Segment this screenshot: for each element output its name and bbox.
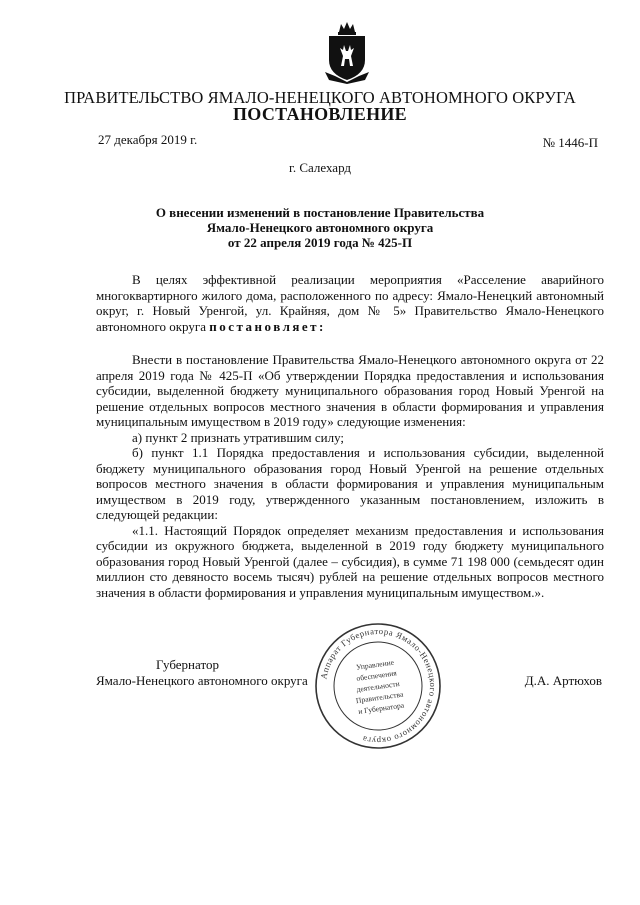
main-paragraph: Внести в постановление Правительства Ямало-Ненецкого автономного округа от 22 апреля 2019 года № 425-П «Об утверждении Порядка предоставления и использования субсидии, выделенной бюджету муниципального образования город Новый Уренгой на решение отдельных вопросов местного значения в области формирования и управления муниципальным имуществом в 2019 году» следующие изменения: (96, 352, 604, 429)
svg-text:Правительства: Правительства (355, 689, 404, 706)
subject-line-1: О внесении изменений в постановление Правительства (155, 205, 485, 220)
document-subject (0, 205, 640, 250)
role-line-2: Ямало-Ненецкого автономного округа (96, 673, 308, 688)
svg-text:деятельности: деятельности (355, 679, 401, 694)
item-quote: «1.1. Настоящий Порядок определяет механизм предоставления и использования субсидии из окружного бюджета, выделенной в 2019 году бюджету муниципального образования город Новый Уренгой (далее – субсидия), в сумме 71 198 000 (семьдесят один миллион сто девяносто восемь тысяч) рублей на решение отдельных вопросов местного значения в области формирования и управления муниципальным имуществом.». (96, 522, 604, 600)
coat-of-arms-icon (321, 22, 373, 84)
document-type: ПОСТАНОВЛЕНИЕ (233, 104, 407, 124)
subject-line-3: от 22 апреля 2019 года № 425-П (227, 235, 413, 250)
svg-text:Управление: Управление (355, 657, 395, 672)
item-a: а) пункт 2 признать утратившим силу; (132, 429, 345, 445)
official-stamp (312, 620, 444, 752)
main-text-block (96, 352, 604, 600)
document-number: № 1446-П (542, 135, 598, 150)
role-line-1: Губернатор (156, 657, 219, 672)
subject-line-2: Ямало-Ненецкого автономного округа (206, 220, 434, 235)
government-title: ПРАВИТЕЛЬСТВО ЯМАЛО-НЕНЕЦКОГО АВТОНОМНОГО ОКРУГА (64, 88, 576, 107)
signatory-name: Д.А. Артюхов (524, 673, 602, 688)
document-date: 27 декабря 2019 г. (98, 132, 198, 147)
signature-role (96, 657, 308, 689)
svg-text:Аппарат Губернатора Ямало-Нене: Аппарат Губернатора Ямало-Ненецкого автономного округа (318, 625, 439, 747)
preamble-paragraph (96, 272, 604, 334)
svg-text:и Губернатора: и Губернатора (357, 700, 405, 716)
decree-word: постановляет: (209, 318, 326, 334)
item-b: б) пункт 1.1 Порядка предоставления и использования субсидии, выделенной бюджету муниципального образования город Новый Уренгой на решение отдельных вопросов местного значения в области формирования и управления муниципальным имуществом в 2019 году, утвержденного указанным постановлением, изложить в следующей редакции: (96, 445, 604, 522)
document-city: г. Салехард (288, 160, 352, 175)
preamble-text: В целях эффективной реализации мероприятия «Расселение аварийного многоквартирного жилого дома, расположенного по адресу: Ямало-Ненецкий автономный округ, г. Новый Уренгой, ул. Крайняя, дом № 5» Правительство Ямало-Ненецкого автономного округа (96, 272, 604, 334)
preamble-block (96, 272, 604, 334)
svg-text:обеспечения: обеспечения (355, 668, 398, 683)
